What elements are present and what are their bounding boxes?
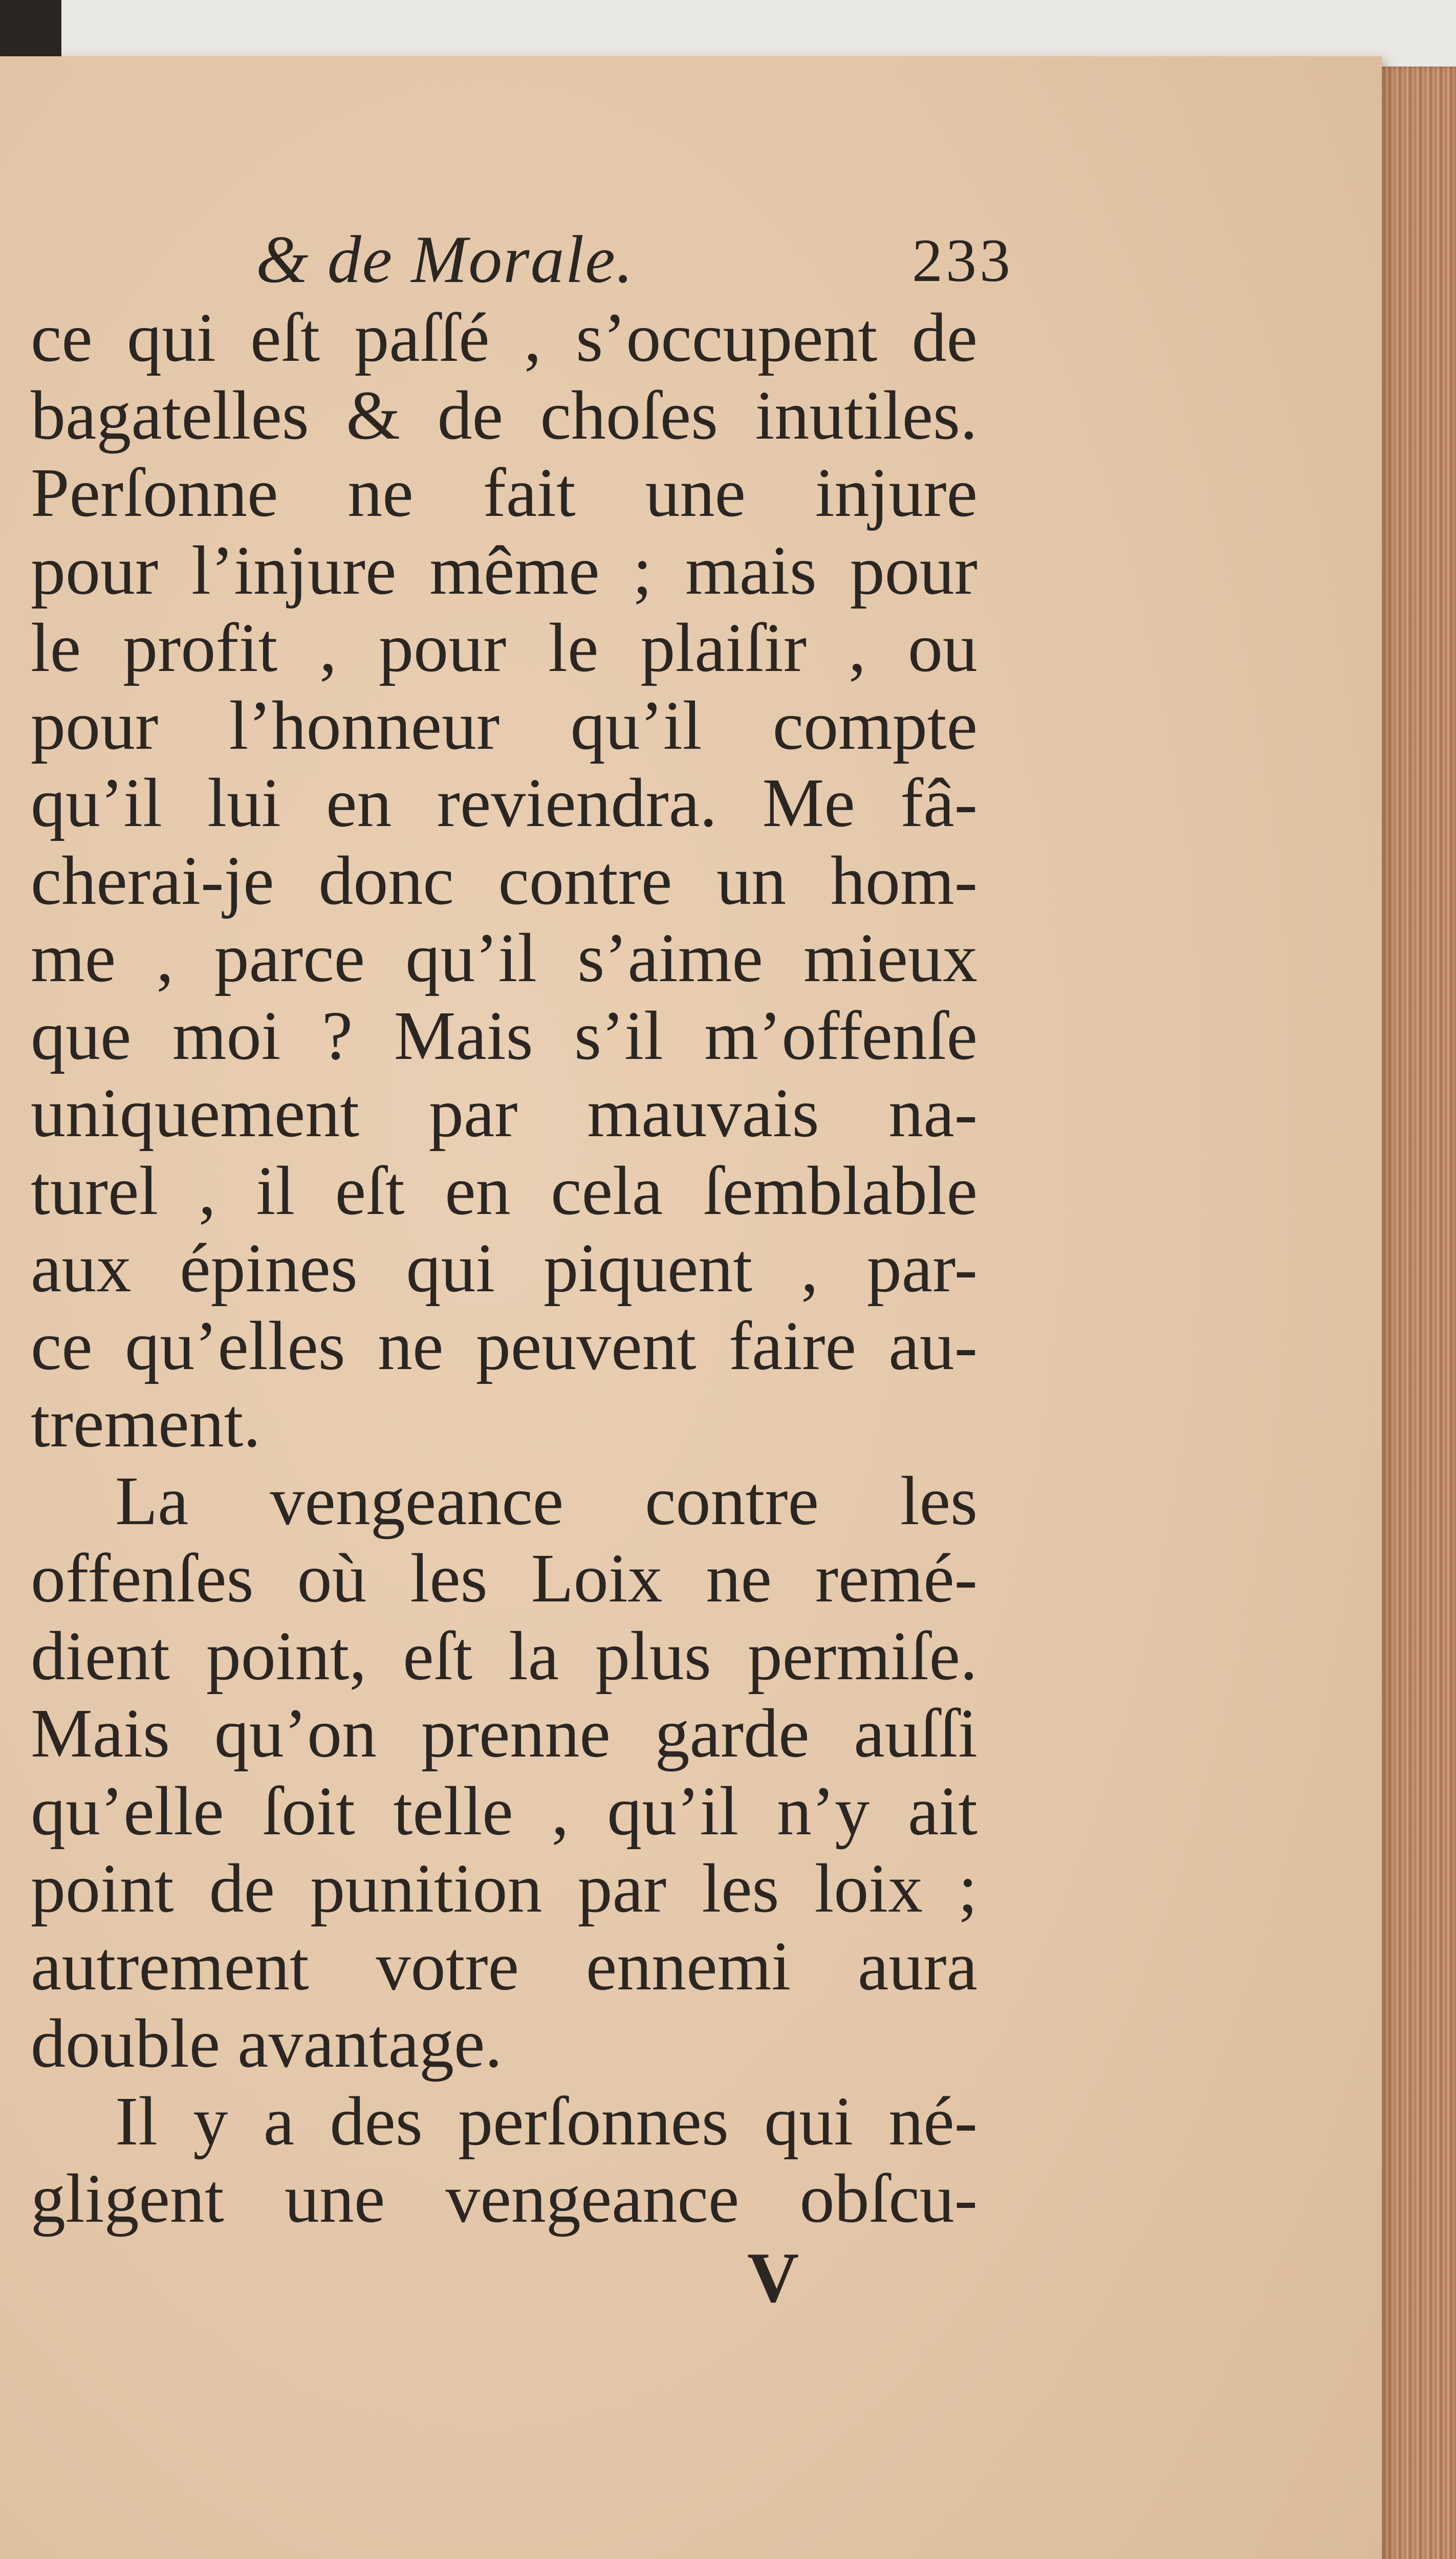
text-line: Il y a des perſonnes qui né-	[115, 2083, 977, 2160]
text-line: Mais qu’on prenne garde auſſi	[31, 1695, 977, 1772]
binding-edge	[0, 0, 61, 61]
text-line: ce qui eſt paſſé , s’occupent de	[31, 299, 977, 376]
text-line: point de punition par les loix ;	[31, 1850, 977, 1927]
text-line: qu’elle ſoit telle , qu’il n’y ait	[31, 1772, 977, 1850]
text-line: gligent une vengeance obſcu-	[31, 2160, 977, 2237]
page-number: 233	[912, 226, 1013, 294]
running-head: & de Morale.	[256, 222, 634, 297]
text-line: ce qu’elles ne peuvent faire au-	[31, 1307, 977, 1384]
text-line: que moi ? Mais s’il m’offenſe	[31, 997, 977, 1074]
text-line: cherai-je donc contre un hom-	[31, 842, 977, 919]
text-line: pour l’injure même ; mais pour	[31, 532, 977, 609]
text-line: aux épines qui piquent , par-	[31, 1230, 977, 1307]
text-line: qu’il lui en reviendra. Me fâ-	[31, 765, 977, 841]
text-line: uniquement par mauvais na-	[31, 1075, 977, 1152]
text-line: trement.	[31, 1385, 261, 1462]
text-line: double avantage.	[31, 2005, 503, 2082]
page-header	[256, 200, 1013, 302]
text-line: La vengeance contre les	[115, 1462, 977, 1539]
text-line: turel , il eſt en cela ſemblable	[31, 1152, 977, 1229]
text-line: Perſonne ne fait une injure	[31, 454, 977, 531]
text-line: bagatelles & de choſes inutiles.	[31, 377, 977, 454]
text-line: le profit , pour le plaiſir , ou	[31, 610, 977, 686]
signature-mark: V	[747, 2238, 799, 2317]
text-line: pour l’honneur qu’il compte	[31, 687, 977, 764]
text-line: offenſes où les Loix ne remé-	[31, 1540, 977, 1617]
text-line: dient point, eſt la plus permiſe.	[31, 1617, 977, 1695]
body-text	[31, 299, 977, 2238]
text-line: me , parce qu’il s’aime mieux	[31, 920, 977, 996]
text-line: autrement votre ennemi aura	[31, 1927, 977, 2005]
